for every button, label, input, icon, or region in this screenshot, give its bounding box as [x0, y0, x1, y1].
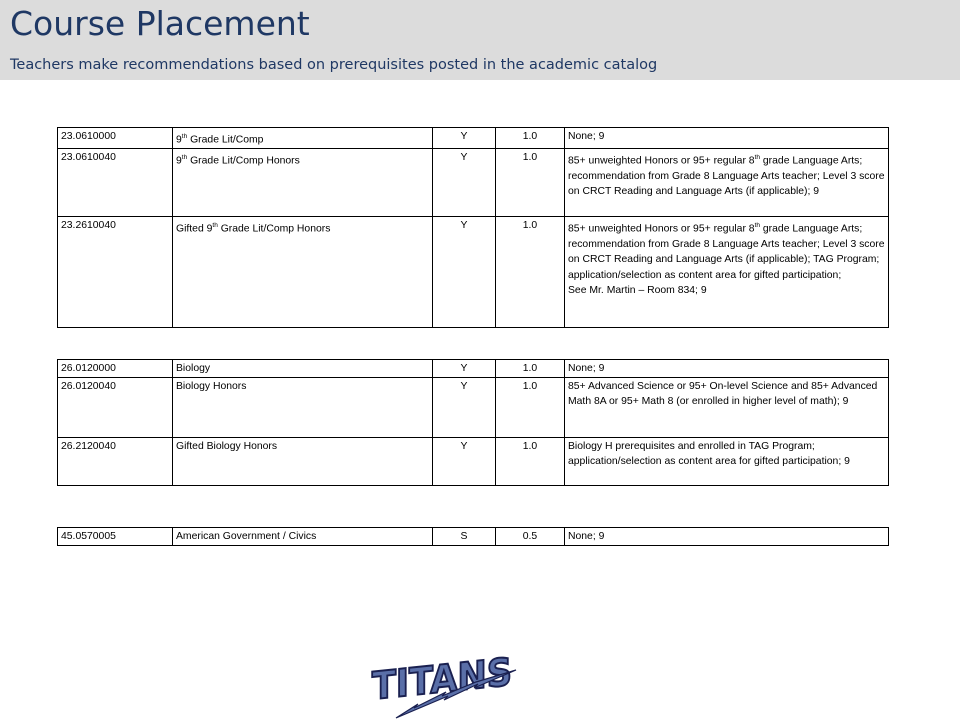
course-prerequisites: None; 9	[565, 128, 889, 149]
logo-wordmark: TITANS	[372, 648, 524, 709]
course-name	[173, 216, 433, 327]
course-flag: Y	[433, 437, 496, 485]
course-name-text: Grade Lit/Comp Honors	[187, 155, 300, 167]
course-name: American Government / Civics	[173, 528, 433, 546]
course-flag: Y	[433, 360, 496, 378]
course-code: 26.0120000	[58, 360, 173, 378]
header-banner	[0, 0, 960, 80]
prereq-text: 85+ unweighted Honors or 95+ regular 8	[568, 155, 755, 167]
ordinal-suffix: th	[754, 153, 761, 161]
course-flag: Y	[433, 148, 496, 216]
ordinal-suffix: th	[181, 133, 188, 140]
course-flag: Y	[433, 216, 496, 327]
course-credit: 1.0	[496, 437, 565, 485]
course-flag: S	[433, 528, 496, 546]
course-prerequisites: 85+ Advanced Science or 95+ On-level Science and 85+ Advanced Math 8A or 95+ Math 8 (or enrolled in higher level of math); 9	[565, 377, 889, 437]
course-credit: 1.0	[496, 360, 565, 378]
course-name-text: Grade Lit/Comp	[187, 134, 264, 146]
course-credit: 0.5	[496, 528, 565, 546]
titans-logo	[366, 642, 526, 720]
course-credit: 1.0	[496, 148, 565, 216]
course-table-biology	[57, 359, 889, 486]
course-table-civics	[57, 527, 889, 546]
ordinal-suffix: th	[181, 153, 188, 161]
table-row	[58, 437, 889, 485]
course-name: Biology	[173, 360, 433, 378]
course-name: Gifted Biology Honors	[173, 437, 433, 485]
ordinal-suffix: th	[212, 221, 218, 229]
table-row	[58, 377, 889, 437]
course-name-text: Grade Lit/Comp Honors	[217, 223, 331, 235]
course-name-text: 9	[176, 155, 182, 167]
course-flag: Y	[433, 128, 496, 149]
page-title: Course Placement	[10, 4, 310, 43]
course-credit: 1.0	[496, 377, 565, 437]
course-name	[173, 148, 433, 216]
course-code: 26.2120040	[58, 437, 173, 485]
course-flag: Y	[433, 377, 496, 437]
course-code: 23.2610040	[58, 216, 173, 327]
page-subtitle: Teachers make recommendations based on prerequisites posted in the academic catalog	[10, 57, 658, 73]
course-prerequisites: None; 9	[565, 528, 889, 546]
table-row	[58, 148, 889, 216]
course-code: 45.0570005	[58, 528, 173, 546]
prereq-contact: See Mr. Martin – Room 834; 9	[568, 285, 707, 297]
prereq-text: grade Language Arts; recommendation from Grade 8 Language Arts teacher; Level 3 score on CRCT Reading and Language Arts (if applicable); TAG Program; application/selection as content area for gifted participation;	[568, 223, 885, 281]
table-row	[58, 528, 889, 546]
course-name: Biology Honors	[173, 377, 433, 437]
prereq-text: grade Language Arts; recommendation from Grade 8 Language Arts teacher; Level 3 score on CRCT Reading and Language Arts (if applicable); 9	[568, 155, 885, 198]
course-code: 23.0610000	[58, 128, 173, 149]
course-prerequisites	[565, 216, 889, 327]
course-prerequisites	[565, 148, 889, 216]
table-row	[58, 216, 889, 327]
course-name	[173, 128, 433, 149]
course-name-text: 9	[176, 134, 182, 146]
prereq-text: 85+ unweighted Honors or 95+ regular 8	[568, 223, 755, 235]
course-table-lit-comp	[57, 127, 889, 328]
course-code: 26.0120040	[58, 377, 173, 437]
table-row	[58, 128, 889, 149]
course-credit: 1.0	[496, 216, 565, 327]
table-row	[58, 360, 889, 378]
course-prerequisites: Biology H prerequisites and enrolled in TAG Program; application/selection as content area for gifted participation; 9	[565, 437, 889, 485]
course-name-text: Gifted 9	[176, 223, 213, 235]
course-code: 23.0610040	[58, 148, 173, 216]
course-credit: 1.0	[496, 128, 565, 149]
course-prerequisites: None; 9	[565, 360, 889, 378]
ordinal-suffix: th	[754, 221, 761, 229]
